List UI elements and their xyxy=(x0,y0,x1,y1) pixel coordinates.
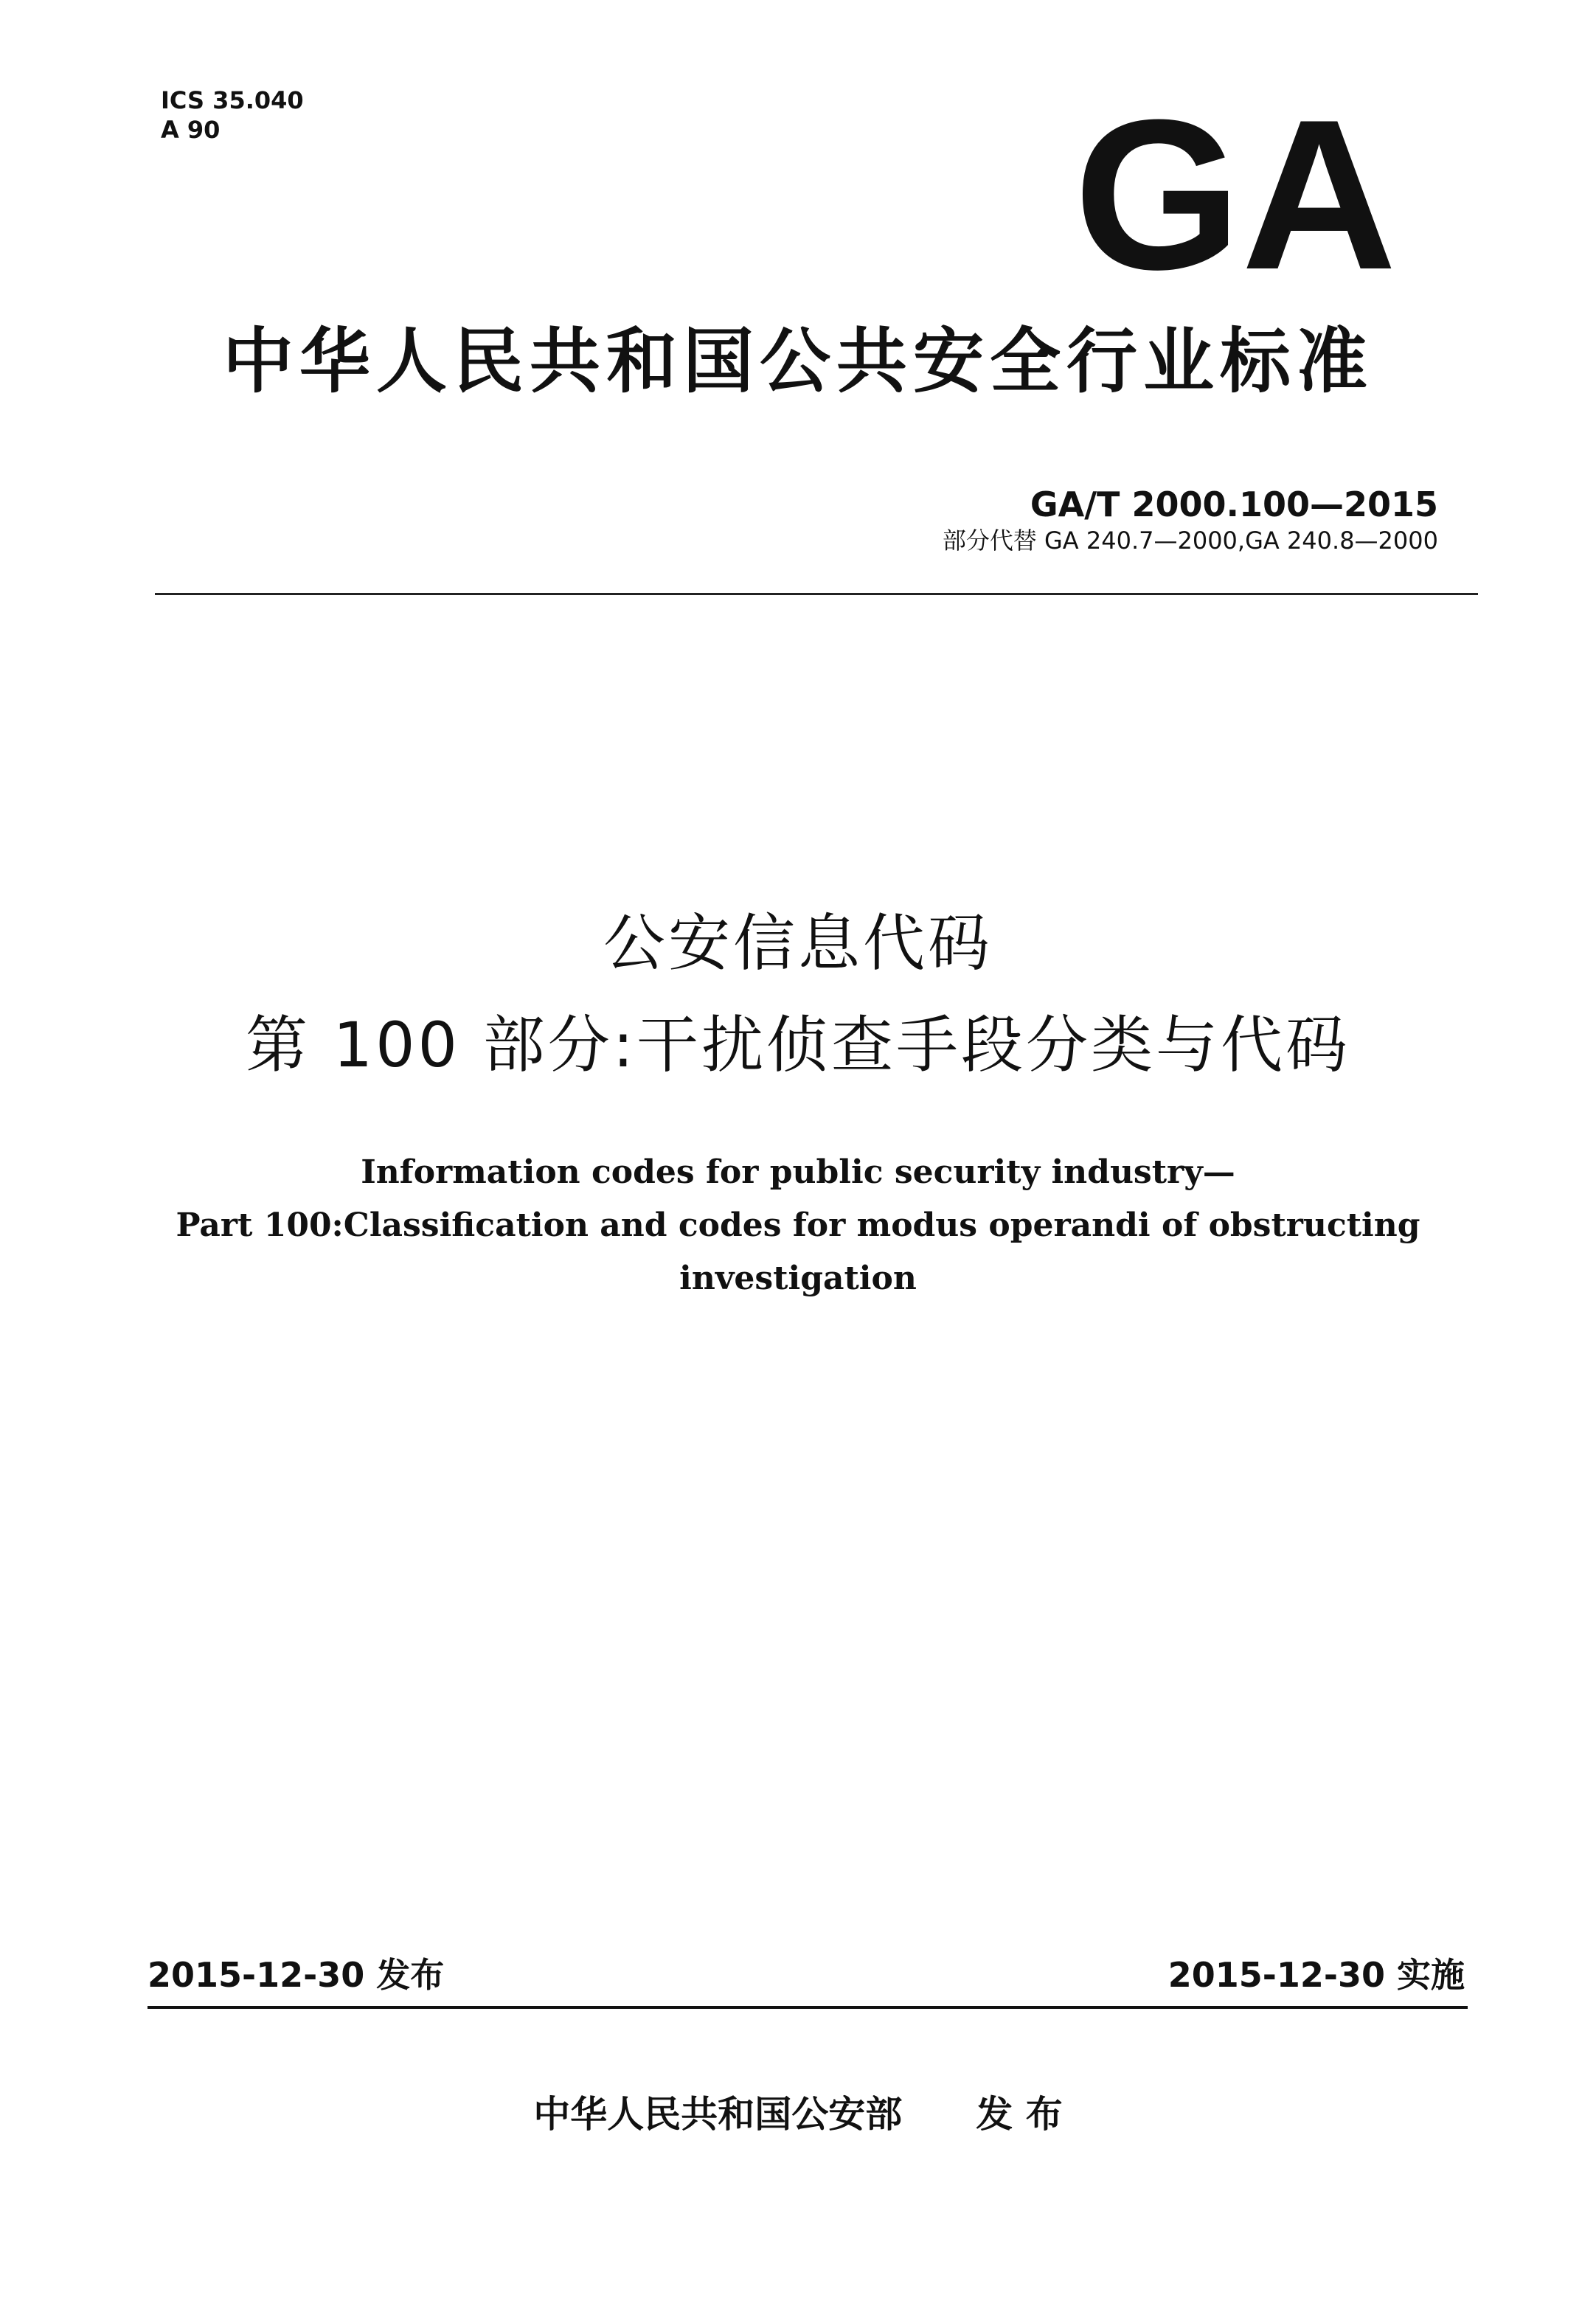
standard-category-title: 中华人民共和国公共安全行业标准 xyxy=(223,320,1373,403)
ga-logo xyxy=(1074,111,1397,274)
issuer-name: 中华人民共和国公安部 xyxy=(533,2093,903,2136)
publish-date: 2015-12-30 发布 xyxy=(148,1955,445,1995)
issuer-line xyxy=(0,2088,1596,2140)
issuer-action: 发 布 xyxy=(976,2093,1063,2136)
english-title-line-3: investigation xyxy=(679,1260,917,1297)
chinese-title-line-1: 公安信息代码 xyxy=(603,907,993,979)
svg-text:GA: GA xyxy=(1074,111,1397,274)
replaces-note: 部分代替 GA 240.7—2000,GA 240.8—2000 xyxy=(942,527,1438,555)
english-title-line-1: Information codes for public security industry— xyxy=(361,1153,1235,1191)
english-title-line-2: Part 100:Classification and codes for modus operandi of obstructing xyxy=(176,1206,1420,1244)
standard-number-block xyxy=(943,484,1438,556)
classification-codes xyxy=(161,86,304,145)
footer-divider xyxy=(148,2006,1468,2009)
ics-code: ICS 35.040 xyxy=(161,86,304,114)
standard-number: GA/T 2000.100—2015 xyxy=(1030,485,1438,524)
ccs-code: A 90 xyxy=(161,116,221,144)
implementation-date: 2015-12-30 实施 xyxy=(1167,1955,1465,1995)
chinese-title-line-2: 第 100 部分:干扰侦查手段分类与代码 xyxy=(245,1009,1351,1081)
english-title xyxy=(0,1146,1596,1305)
header-divider xyxy=(155,593,1478,595)
